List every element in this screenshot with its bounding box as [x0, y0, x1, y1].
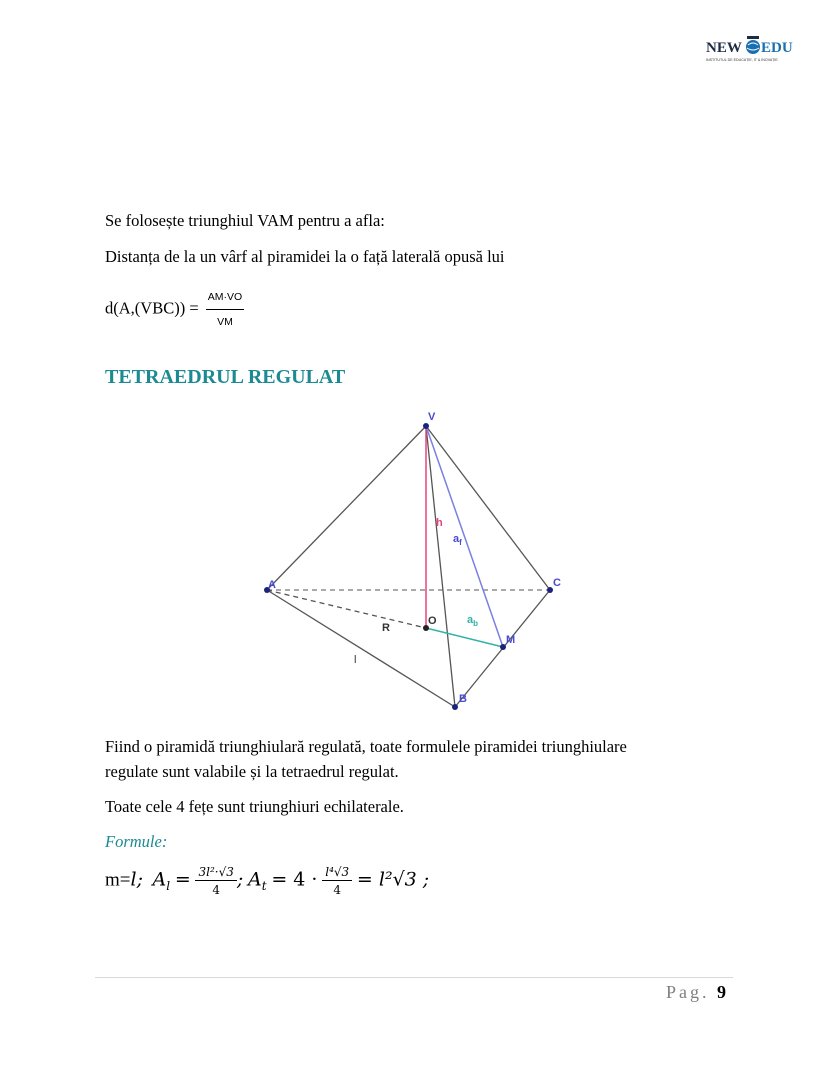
- At-sub: t: [261, 879, 267, 894]
- label-O: O: [428, 615, 437, 627]
- base-apothem-OM: [426, 628, 503, 647]
- tetrahedron-figure: [250, 405, 580, 715]
- label-h: h: [436, 517, 443, 529]
- Al-numerator: 3l²·√3: [195, 865, 236, 881]
- para1-line-1: Fiind o piramidă triunghiulară regulată, toate formulele piramidei triunghiulare: [105, 737, 627, 756]
- Al-fraction: [195, 865, 236, 897]
- logo-tagline: INSTITUTUL DE EDUCAȚIE, IT & INOVAȚIE: [706, 58, 778, 62]
- logo-text-new: NEW: [706, 40, 742, 56]
- section-title: TETRAEDRUL REGULAT: [105, 366, 346, 388]
- label-ab: $a_b$: [467, 614, 479, 628]
- label-V: V: [428, 411, 436, 423]
- At-denominator: 4: [333, 883, 342, 897]
- At-fraction: [322, 865, 352, 897]
- label-M: M: [506, 634, 516, 646]
- label-R: R: [382, 622, 390, 634]
- intro-line-1: Se folosește triunghiul VAM pentru a afla:: [105, 211, 385, 230]
- edge-VC: [426, 426, 550, 590]
- label-C: C: [553, 577, 561, 589]
- para1-line-2: regulate sunt valabile și la tetraedrul regulat.: [105, 762, 399, 781]
- formulas-subheading: Formule:: [105, 832, 168, 851]
- distance-formula: [105, 286, 244, 333]
- formula-numerator: AM·VO: [206, 286, 244, 310]
- formula-denominator: VM: [217, 316, 233, 328]
- point-V: [423, 423, 429, 429]
- label-af: $a_f$: [453, 533, 462, 547]
- para2: Toate cele 4 fețe sunt triunghiuri echilaterale.: [105, 797, 404, 816]
- page-number: 9: [717, 982, 726, 1002]
- At-mid: = 4 ·: [271, 868, 318, 891]
- globe-icon: [744, 36, 762, 56]
- m-eq: m=: [105, 869, 131, 891]
- Al-denominator: 4: [212, 883, 220, 897]
- m-val: l;: [130, 868, 143, 891]
- tetrahedron-formulas: m=l; $A_l$ = $\frac{\text{3l²·√3}}{4}$ ; $A_t = 4$ · $\frac{\text{l⁴√3}}{4}$ = l²√3 ;: [105, 865, 430, 897]
- point-B: [452, 704, 458, 710]
- logo-text-edu: EDU: [761, 40, 793, 56]
- label-l: l: [354, 654, 357, 666]
- page-footer: [666, 982, 726, 1003]
- page-label: Pag.: [666, 982, 710, 1002]
- formula-fraction: [206, 286, 244, 333]
- At-result: = l²√3 ;: [356, 868, 430, 891]
- formula-prefix: d(A,(VBC)) =: [105, 298, 199, 318]
- logo: [706, 36, 794, 68]
- At-numerator: l⁴√3: [322, 865, 352, 881]
- Al-symbol: A: [152, 868, 167, 891]
- label-A: A: [268, 579, 276, 591]
- intro-line-2: Distanța de la un vârf al piramidei la o față laterală opusă lui: [105, 247, 505, 266]
- label-B: B: [459, 693, 467, 705]
- edge-AB: [267, 590, 455, 707]
- segment-AO-hidden: [267, 590, 426, 628]
- edge-VA: [267, 426, 426, 590]
- At-symbol: A: [248, 868, 262, 891]
- footer-divider: [95, 977, 733, 978]
- Al-sub: l: [166, 879, 171, 894]
